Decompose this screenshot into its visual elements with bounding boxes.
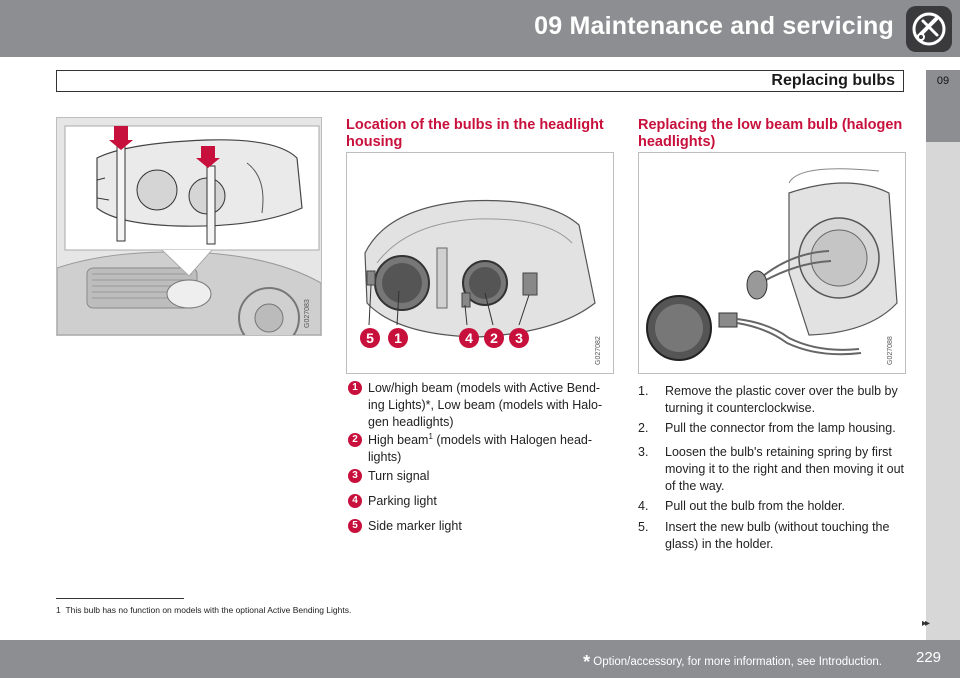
headlight-housing-image (346, 152, 614, 374)
legend-text-part: High beam (368, 433, 429, 447)
car-headlight-image (56, 117, 322, 336)
footer-text: Option/accessory, for more information, see Introduction. (593, 656, 882, 668)
legend-item (348, 518, 614, 536)
callout-badge: 4 (459, 328, 479, 348)
step-item (638, 383, 910, 417)
step-item (638, 519, 910, 553)
next-page-arrows[interactable]: ▸▸ (922, 618, 929, 629)
step-text: Insert the new bulb (without touching the glass) in the holder. (665, 520, 890, 551)
legend-number-badge: 2 (348, 433, 362, 447)
callout-badge: 5 (360, 328, 380, 348)
step-number: 1. (638, 384, 649, 398)
image-code-label: G027083 (304, 299, 311, 328)
legend-number-badge: 4 (348, 494, 362, 508)
footnote-ref[interactable]: 1 (428, 431, 433, 441)
chapter-title: 09 Maintenance and servicing (534, 12, 894, 40)
callout-badge: 1 (388, 328, 408, 348)
callout-badge: 2 (484, 328, 504, 348)
legend-item (348, 432, 614, 466)
legend-text-part: (models with Halogen head-lights) (368, 433, 593, 464)
replacing-heading: Replacing the low beam bulb (halogen headlights) (638, 117, 903, 150)
footnote-number: 1 (56, 605, 61, 615)
step-item (638, 444, 910, 496)
footnote-divider (56, 598, 184, 599)
footnote-text: This bulb has no function on models with the optional Active Bending Lights. (65, 605, 352, 615)
footnote (56, 605, 351, 615)
legend-number-badge: 5 (348, 519, 362, 533)
step-text: Loosen the bulb's retaining spring by first moving it to the right and then moving it out of the way. (665, 445, 905, 493)
wrench-screwdriver-icon (906, 6, 952, 52)
step-number: 3. (638, 445, 649, 459)
legend-number-badge: 1 (348, 381, 362, 395)
legend-text: Low/high beam (models with Active Bend-ing Lights)*, Low beam (models with Halo-gen headlights) (368, 381, 603, 429)
step-number: 5. (638, 520, 649, 534)
side-strip (926, 142, 960, 640)
legend-text: Side marker light (368, 519, 462, 533)
legend-text: Turn signal (368, 469, 430, 483)
footer-note (583, 652, 882, 673)
step-item (638, 498, 910, 516)
step-number: 2. (638, 421, 649, 435)
legend-item (348, 493, 614, 511)
legend-text (368, 432, 612, 466)
legend-item (348, 468, 614, 486)
section-header (56, 70, 904, 92)
footer-bar (0, 640, 960, 678)
header-bar (0, 0, 960, 57)
step-text: Pull out the bulb from the holder. (665, 499, 845, 513)
section-title: Replacing bulbs (771, 72, 895, 89)
step-item (638, 420, 910, 438)
chapter-side-tab[interactable] (926, 70, 960, 142)
asterisk-icon: * (583, 652, 591, 672)
page-number: 229 (916, 649, 942, 666)
side-tab-label: 09 (936, 75, 950, 87)
callout-badge: 3 (509, 328, 529, 348)
step-number: 4. (638, 499, 649, 513)
image-code-label: G027088 (887, 336, 894, 365)
step-text: Remove the plastic cover over the bulb by turning it counterclockwise. (665, 384, 898, 415)
image-code-label: G027082 (595, 336, 602, 365)
legend-number-badge: 3 (348, 469, 362, 483)
low-beam-bulb-image (638, 152, 906, 374)
legend-text: Parking light (368, 494, 437, 508)
step-text: Pull the connector from the lamp housing. (665, 421, 896, 435)
location-heading: Location of the bulbs in the headlight housing (346, 117, 604, 150)
legend-item (348, 380, 614, 432)
